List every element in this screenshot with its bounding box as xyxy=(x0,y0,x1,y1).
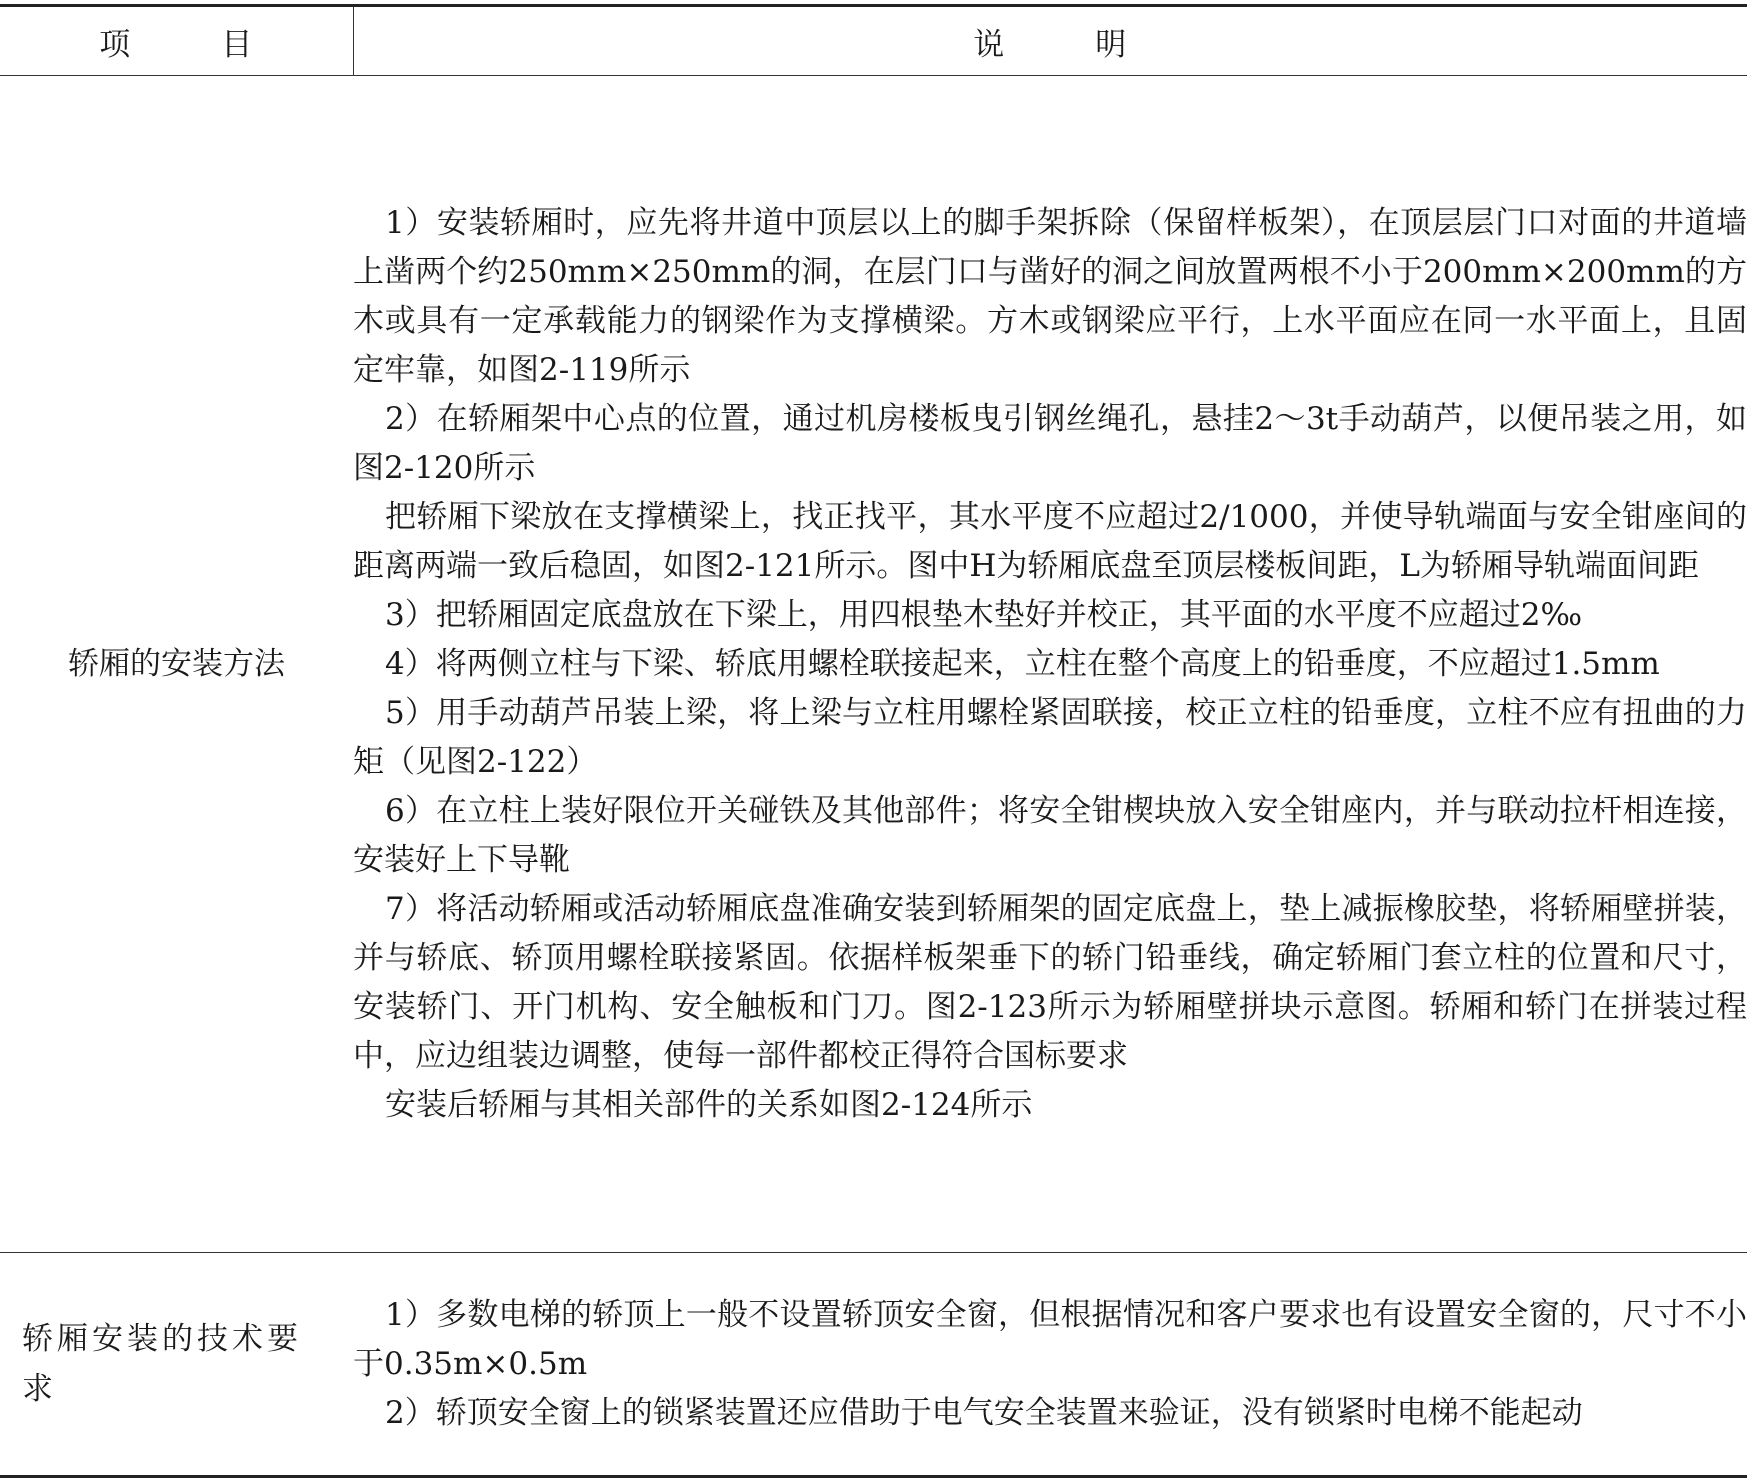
spec-table xyxy=(0,4,1747,1478)
paragraph: 2）在轿厢架中心点的位置，通过机房楼板曳引钢丝绳孔，悬挂2～3t手动葫芦，以便吊装之用，如图2-120所示 xyxy=(353,400,1747,486)
table-row xyxy=(0,76,1747,1253)
paragraph: 5）用手动葫芦吊装上梁，将上梁与立柱用螺栓紧固联接，校正立柱的铅垂度，立柱不应有扭曲的力矩（见图2-122） xyxy=(353,694,1747,780)
paragraph: 安装后轿厢与其相关部件的关系如图2-124所示 xyxy=(385,1086,1033,1123)
header-item xyxy=(0,6,353,76)
row-item-installation-method: 轿厢的安装方法 xyxy=(0,76,353,1253)
row-description xyxy=(353,76,1747,1253)
paragraph: 7）将活动轿厢或活动轿厢底盘准确安装到轿厢架的固定底盘上，垫上减振橡胶垫，将轿厢壁拼装，并与轿底、轿顶用螺栓联接紧固。依据样板架垂下的轿门铅垂线，确定轿厢门套立柱的位置和尺寸，安装轿门、开门机构、安全触板和门刀。图2-123所示为轿厢壁拼块示意图。轿厢和轿门在拼装过程中，应边组装边调整，使每一部件都校正得符合国标要求 xyxy=(353,890,1747,1074)
paragraph: 6）在立柱上装好限位开关碰铁及其他部件；将安全钳楔块放入安全钳座内，并与联动拉杆相连接，安装好上下导靴 xyxy=(353,792,1747,878)
header-desc-char-1: 说 xyxy=(973,26,1006,63)
header-item-char-1: 项 xyxy=(99,26,132,63)
header-desc-char-2: 明 xyxy=(1095,26,1128,63)
paragraph: 2）轿顶安全窗上的锁紧装置还应借助于电气安全装置来验证，没有锁紧时电梯不能起动 xyxy=(385,1394,1583,1431)
paragraph: 3）把轿厢固定底盘放在下梁上，用四根垫木垫好并校正，其平面的水平度不应超过2‰ xyxy=(385,596,1583,633)
table-header-row xyxy=(0,6,1747,76)
paragraph: 1）多数电梯的轿顶上一般不设置轿顶安全窗，但根据情况和客户要求也有设置安全窗的，尺寸不小于0.35m×0.5m xyxy=(353,1296,1747,1382)
header-description xyxy=(353,6,1747,76)
paragraph: 把轿厢下梁放在支撑横梁上，找正找平，其水平度不应超过2/1000，并使导轨端面与安全钳座间的距离两端一致后稳固，如图2-121所示。图中H为轿厢底盘至顶层楼板间距，L为轿厢导轨端面间距 xyxy=(353,498,1747,584)
paragraph: 1）安装轿厢时，应先将井道中顶层以上的脚手架拆除（保留样板架），在顶层层门口对面的井道墙上凿两个约250mm×250mm的洞，在层门口与凿好的洞之间放置两根不小于200mm×200mm的方木或具有一定承载能力的钢梁作为支撑横梁。方木或钢梁应平行，上水平面应在同一水平面上，且固定牢靠，如图2-119所示 xyxy=(353,204,1747,388)
paragraph: 4）将两侧立柱与下梁、轿底用螺栓联接起来，立柱在整个高度上的铅垂度，不应超过1.5mm xyxy=(385,645,1660,682)
row-item-technical-requirements: 轿厢安装的技术要求 xyxy=(0,1253,353,1477)
header-item-char-2: 目 xyxy=(221,26,254,63)
row-description xyxy=(353,1253,1747,1477)
table-row xyxy=(0,1253,1747,1477)
